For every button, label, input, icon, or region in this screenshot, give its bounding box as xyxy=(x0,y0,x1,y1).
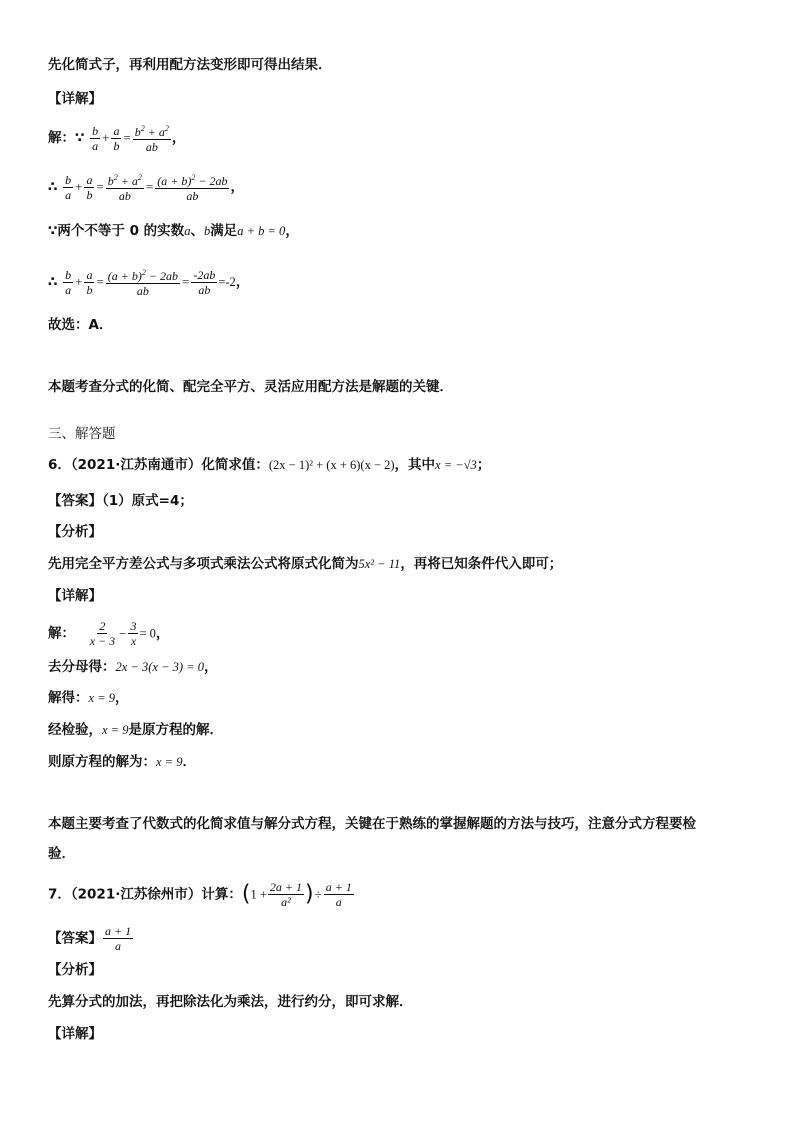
analysis-7-heading: 【分析】 xyxy=(48,962,102,978)
summary-2: 本题主要考查了代数式的化简求值与解分式方程，关键在于熟练的掌握解题的方法与技巧，注意分式方程要检 xyxy=(48,816,696,832)
analysis-6-heading: 【分析】 xyxy=(48,524,102,540)
math-step-1: 解：∵ $\frac{b}{a}$ + $\frac{a}{b}$ = $\frac{b^2 + a^2}{ab}$ ， xyxy=(48,123,186,154)
question-6: 6．（2021·江苏南通市）化简求值：(2x − 1)² + (x + 6)(x − 2)，其中x = −√3； xyxy=(48,457,491,473)
analysis-6: 先用完全平方差公式与多项式乘法公式将原式化简为5x² − 11，再将已知条件代入即可； xyxy=(48,556,563,572)
step-qufenmu: 去分母得：2x − 3(x − 3) = 0， xyxy=(48,659,218,675)
section-title: 三、解答题 xyxy=(48,426,116,442)
choose-answer: 故选：A． xyxy=(48,317,113,333)
math-step-3: ∵两个不等于 0 的实数a、b满足a + b = 0， xyxy=(48,223,299,239)
math-step-2: ∴ $\frac{b}{a}$ + $\frac{a}{b}$ = $\frac{b^2 + a^2}{ab}$ = $\frac{(a + b)^2 - 2ab}{ab}$ ， xyxy=(48,172,244,203)
summary-2-cont: 验． xyxy=(48,846,75,862)
question-7: 7．（2021·江苏徐州市）计算：(1 + $\frac{2a + 1}{\text{a²}}$ )÷ $\frac{a + 1}{a}$ xyxy=(48,880,352,909)
step-jianyan: 经检验，x = 9是原方程的解． xyxy=(48,722,223,738)
summary-1: 本题考查分式的化简、配完全平方、灵活应用配方法是解题的关键． xyxy=(48,379,453,395)
answer-7: 【答案】 $\frac{a + 1}{a}$ xyxy=(48,924,132,953)
detail-7-heading: 【详解】 xyxy=(48,1026,102,1042)
analysis-7: 先算分式的加法，再把除法化为乘法，进行约分，即可求解． xyxy=(48,994,413,1010)
step-conclusion: 则原方程的解为：x = 9． xyxy=(48,754,196,770)
equation-6: 解： $\frac{2}{x - 3}$ − $\frac{3}{x}$ = 0， xyxy=(48,619,170,648)
math-step-4: ∴ $\frac{b}{a}$ + $\frac{a}{b}$ = $\frac{(a + b)^2 - 2ab}{ab}$ = $\frac{-2ab}{ab}$ =-2， xyxy=(48,267,250,298)
step-jiede: 解得：x = 9， xyxy=(48,690,129,706)
detail-6-heading: 【详解】 xyxy=(48,588,102,604)
text-line: 先化简式子，再利用配方法变形即可得出结果． xyxy=(48,57,332,73)
answer-6: 【答案】（1）原式=4； xyxy=(48,493,193,509)
detail-heading: 【详解】 xyxy=(48,91,102,107)
